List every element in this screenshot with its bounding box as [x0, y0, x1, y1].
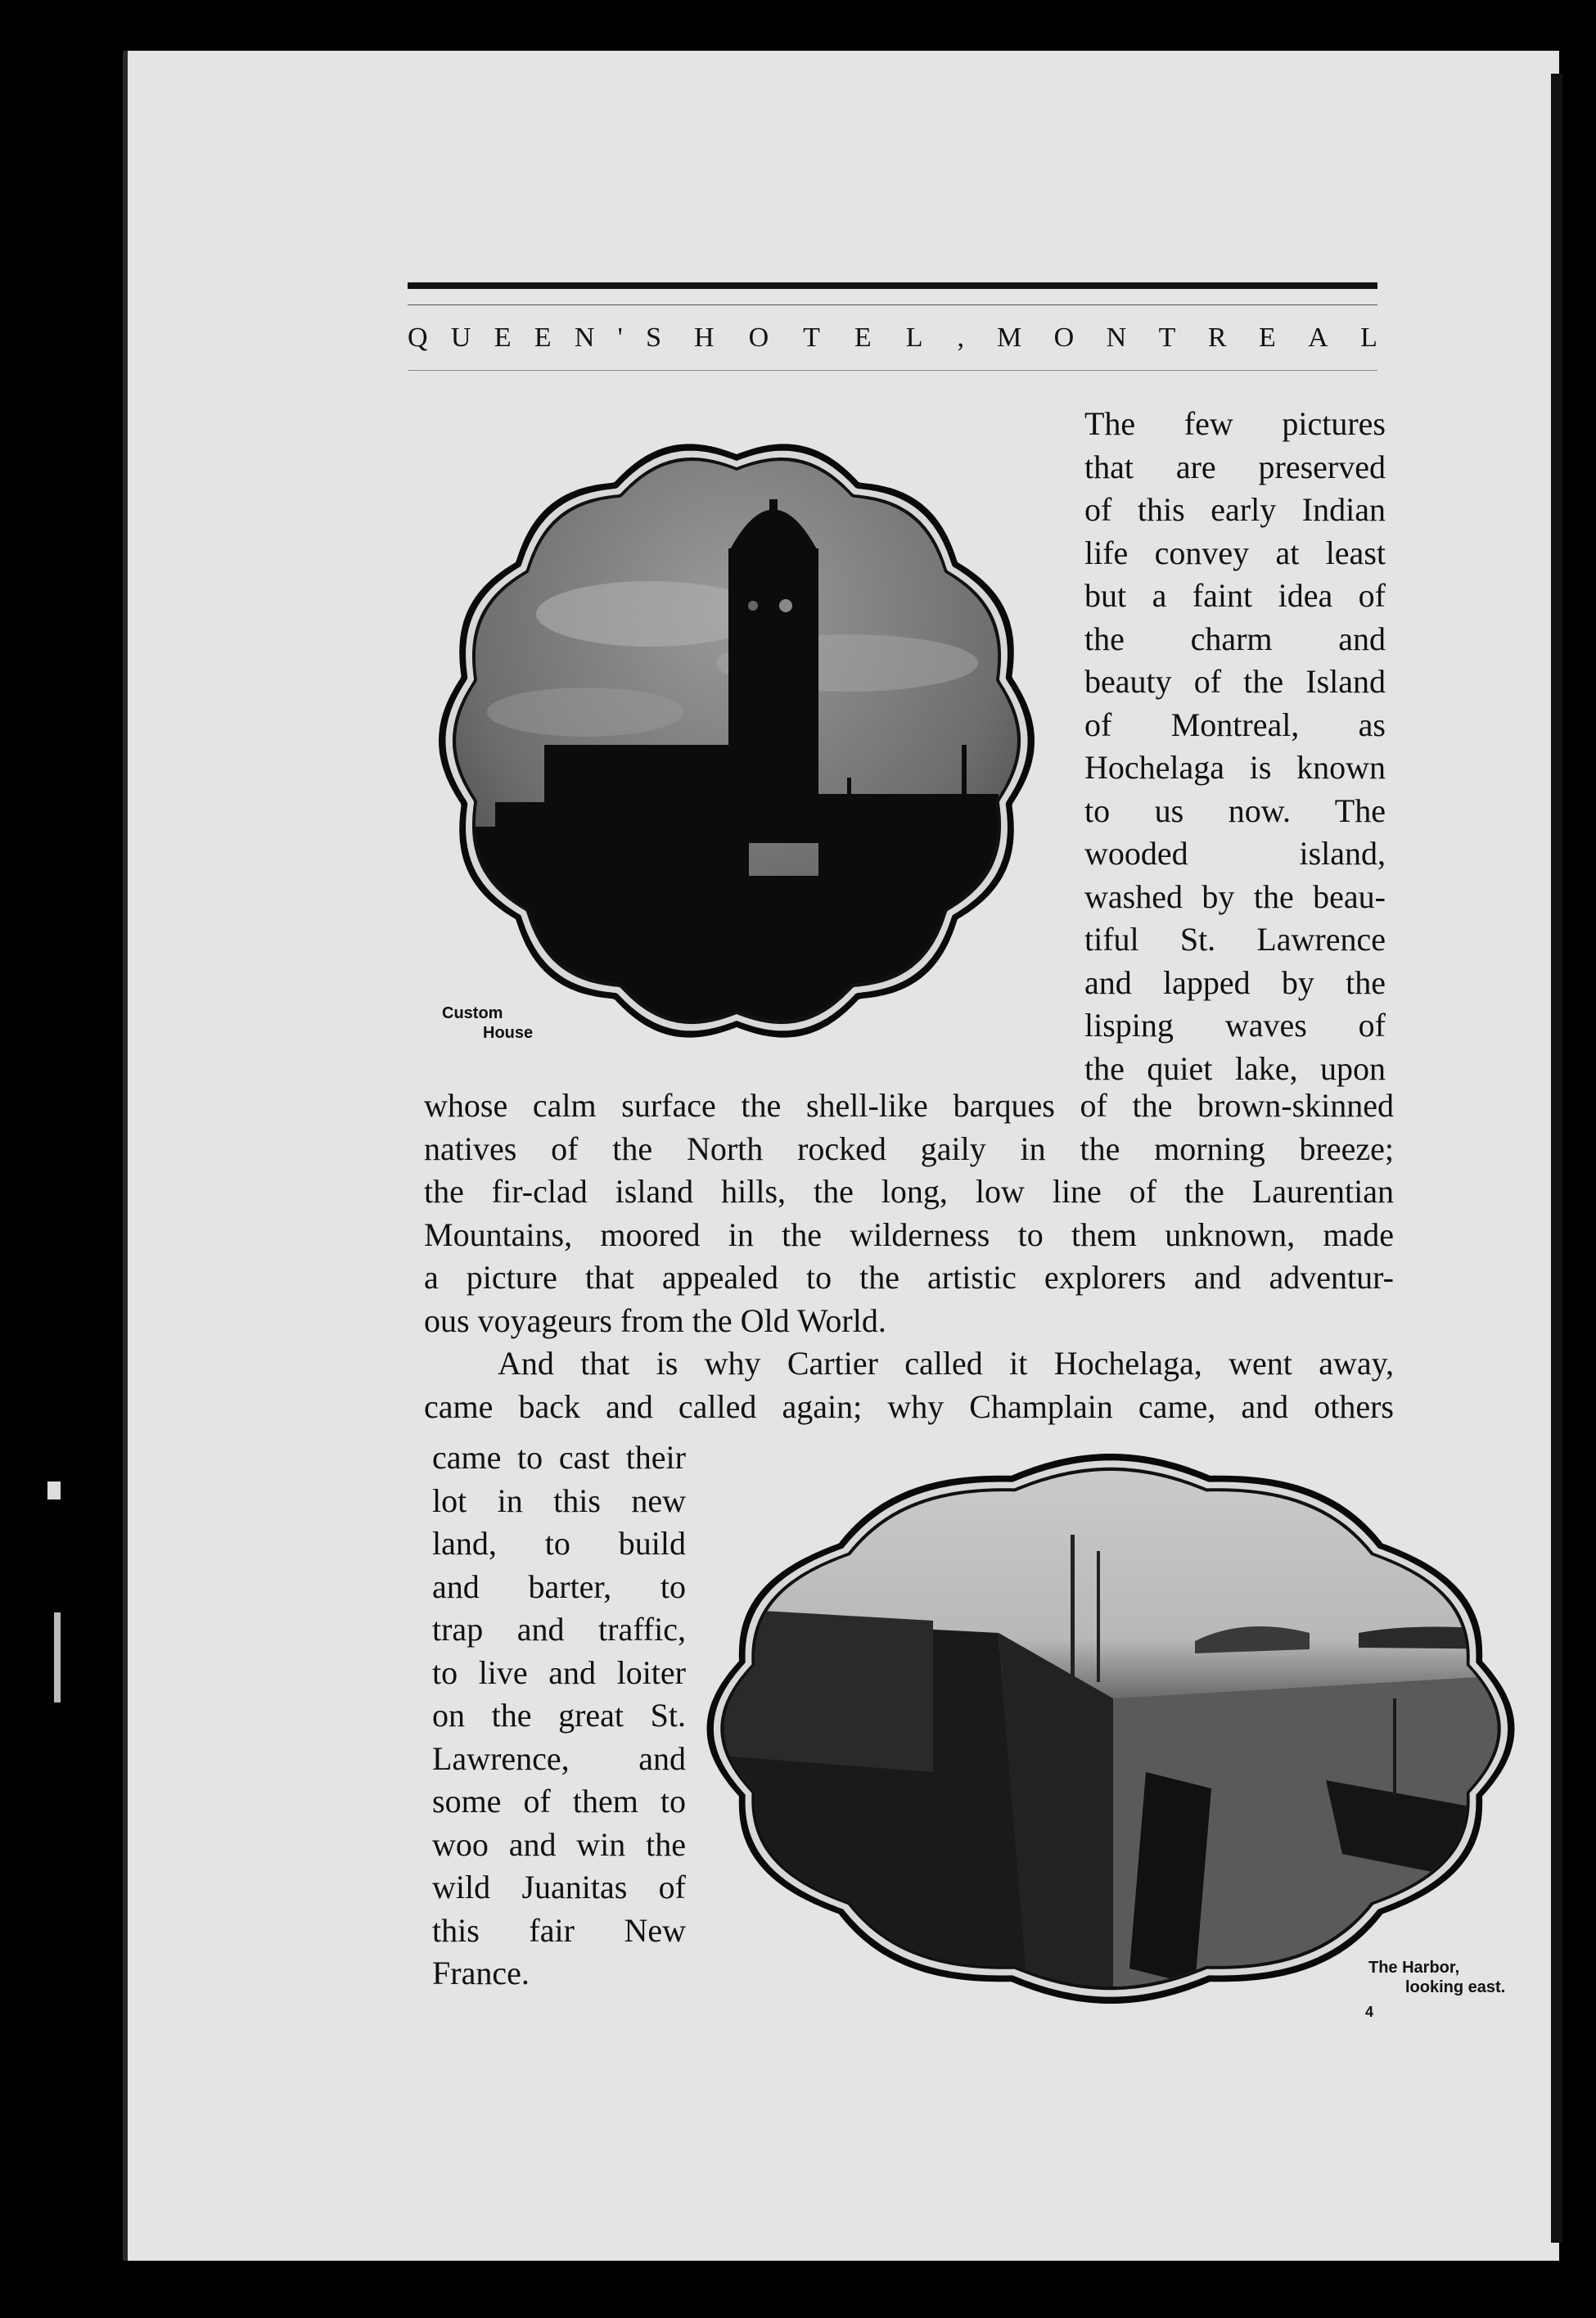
header-rule: [408, 282, 1377, 289]
text-line: The few pictures: [1084, 405, 1386, 442]
caption-line: looking east.: [1405, 1978, 1506, 1996]
harbor-photo: [688, 1428, 1535, 2030]
running-head-letter: S: [646, 322, 661, 353]
text-line: a picture that appealed to the artistic explorers and adventur-: [424, 1259, 1394, 1296]
text-line: came back and called again; why Champlain came, and others: [424, 1387, 1394, 1425]
text-line: some of them to: [432, 1783, 686, 1820]
header-underline: [408, 370, 1377, 371]
text-line: beauty of the Island: [1084, 663, 1386, 700]
running-head-letter: E: [1258, 322, 1276, 353]
margin-mark: [47, 1481, 61, 1499]
running-head-letter: O: [1053, 322, 1075, 353]
running-head-word: [694, 322, 964, 354]
text-line: and barter, to: [432, 1567, 686, 1605]
running-head-letter: T: [803, 322, 820, 353]
caption-line: Custom: [442, 1004, 503, 1022]
text-line: ous voyageurs from the Old World.: [424, 1301, 886, 1339]
right-column-text: [1084, 403, 1386, 1090]
text-line: Hochelaga is known: [1084, 749, 1386, 786]
left-column-text: [432, 1436, 686, 1996]
full-width-text: [424, 1085, 1394, 1428]
margin-mark: [54, 1612, 61, 1702]
running-head-letter: U: [450, 322, 471, 353]
running-head-letter: R: [1207, 322, 1227, 353]
text-line: that are preserved: [1084, 448, 1386, 485]
running-head-word: [408, 322, 661, 354]
running-head-letter: H: [694, 322, 715, 353]
text-line: the fir-clad island hills, the long, low line of the Laurentian: [424, 1173, 1394, 1210]
header-rule-thin: [408, 304, 1377, 305]
custom-house-caption: [442, 1003, 533, 1043]
running-head-letter: L: [1360, 322, 1377, 353]
text-line: the quiet lake, upon: [1084, 1049, 1386, 1087]
running-head-word: [997, 322, 1377, 354]
text-line: wild Juanitas of: [432, 1869, 686, 1905]
text-line: And that is why Cartier called it Hochelaga, went away,: [498, 1345, 1394, 1382]
caption-line: House: [483, 1024, 534, 1042]
text-line: France.: [432, 1955, 530, 1991]
text-line: wooded island,: [1084, 835, 1386, 872]
text-line: land, to build: [432, 1525, 686, 1562]
running-head-letter: N: [1106, 322, 1127, 353]
text-line: Mountains, moored in the wilderness to them unknown, made: [424, 1215, 1394, 1253]
running-head-letter: L: [905, 322, 923, 353]
text-line: to live and loiter: [432, 1653, 686, 1691]
text-line: the charm and: [1084, 620, 1386, 657]
running-head-letter: O: [748, 322, 769, 353]
text-line: and lapped by the: [1084, 963, 1386, 1001]
facing-page-edge: [1551, 74, 1562, 2243]
text-line: tiful St. Lawrence: [1084, 921, 1386, 958]
text-line: natives of the North rocked gaily in the morning breeze;: [424, 1130, 1394, 1167]
running-head-letter: T: [1158, 322, 1176, 353]
running-head-letter: M: [997, 322, 1022, 353]
running-head-letter: A: [1308, 322, 1328, 353]
running-head-letter: Q: [408, 322, 428, 353]
text-line: Lawrence, and: [432, 1739, 686, 1777]
text-line: but a faint idea of: [1084, 577, 1386, 614]
running-head-letter: N: [574, 322, 595, 353]
text-line: of Montreal, as: [1084, 706, 1386, 743]
text-line: lot in this new: [432, 1481, 686, 1519]
text-line: of this early Indian: [1084, 491, 1386, 528]
text-line: whose calm surface the shell-like barques of the brown-skinned: [424, 1087, 1394, 1124]
caption-line: The Harbor,: [1368, 1959, 1460, 1977]
text-line: washed by the beau-: [1084, 877, 1386, 915]
running-head: [408, 318, 1377, 359]
running-head-letter: ,: [957, 322, 964, 353]
text-line: trap and traffic,: [432, 1611, 686, 1648]
running-head-letter: E: [854, 322, 872, 353]
harbor-caption: [1368, 1958, 1505, 1997]
running-head-letter: ': [617, 322, 623, 353]
text-line: life convey at least: [1084, 534, 1386, 571]
text-line: came to cast their: [432, 1439, 686, 1476]
text-line: to us now. The: [1084, 791, 1386, 829]
text-line: on the great St.: [432, 1697, 686, 1734]
running-head-letter: E: [534, 322, 552, 353]
page-number: 4: [1365, 2004, 1374, 2020]
text-line: lisping waves of: [1084, 1007, 1386, 1044]
running-head-letter: E: [494, 322, 512, 353]
text-line: this fair New: [432, 1911, 686, 1949]
custom-house-photo: [422, 417, 1052, 1064]
text-line: woo and win the: [432, 1825, 686, 1863]
